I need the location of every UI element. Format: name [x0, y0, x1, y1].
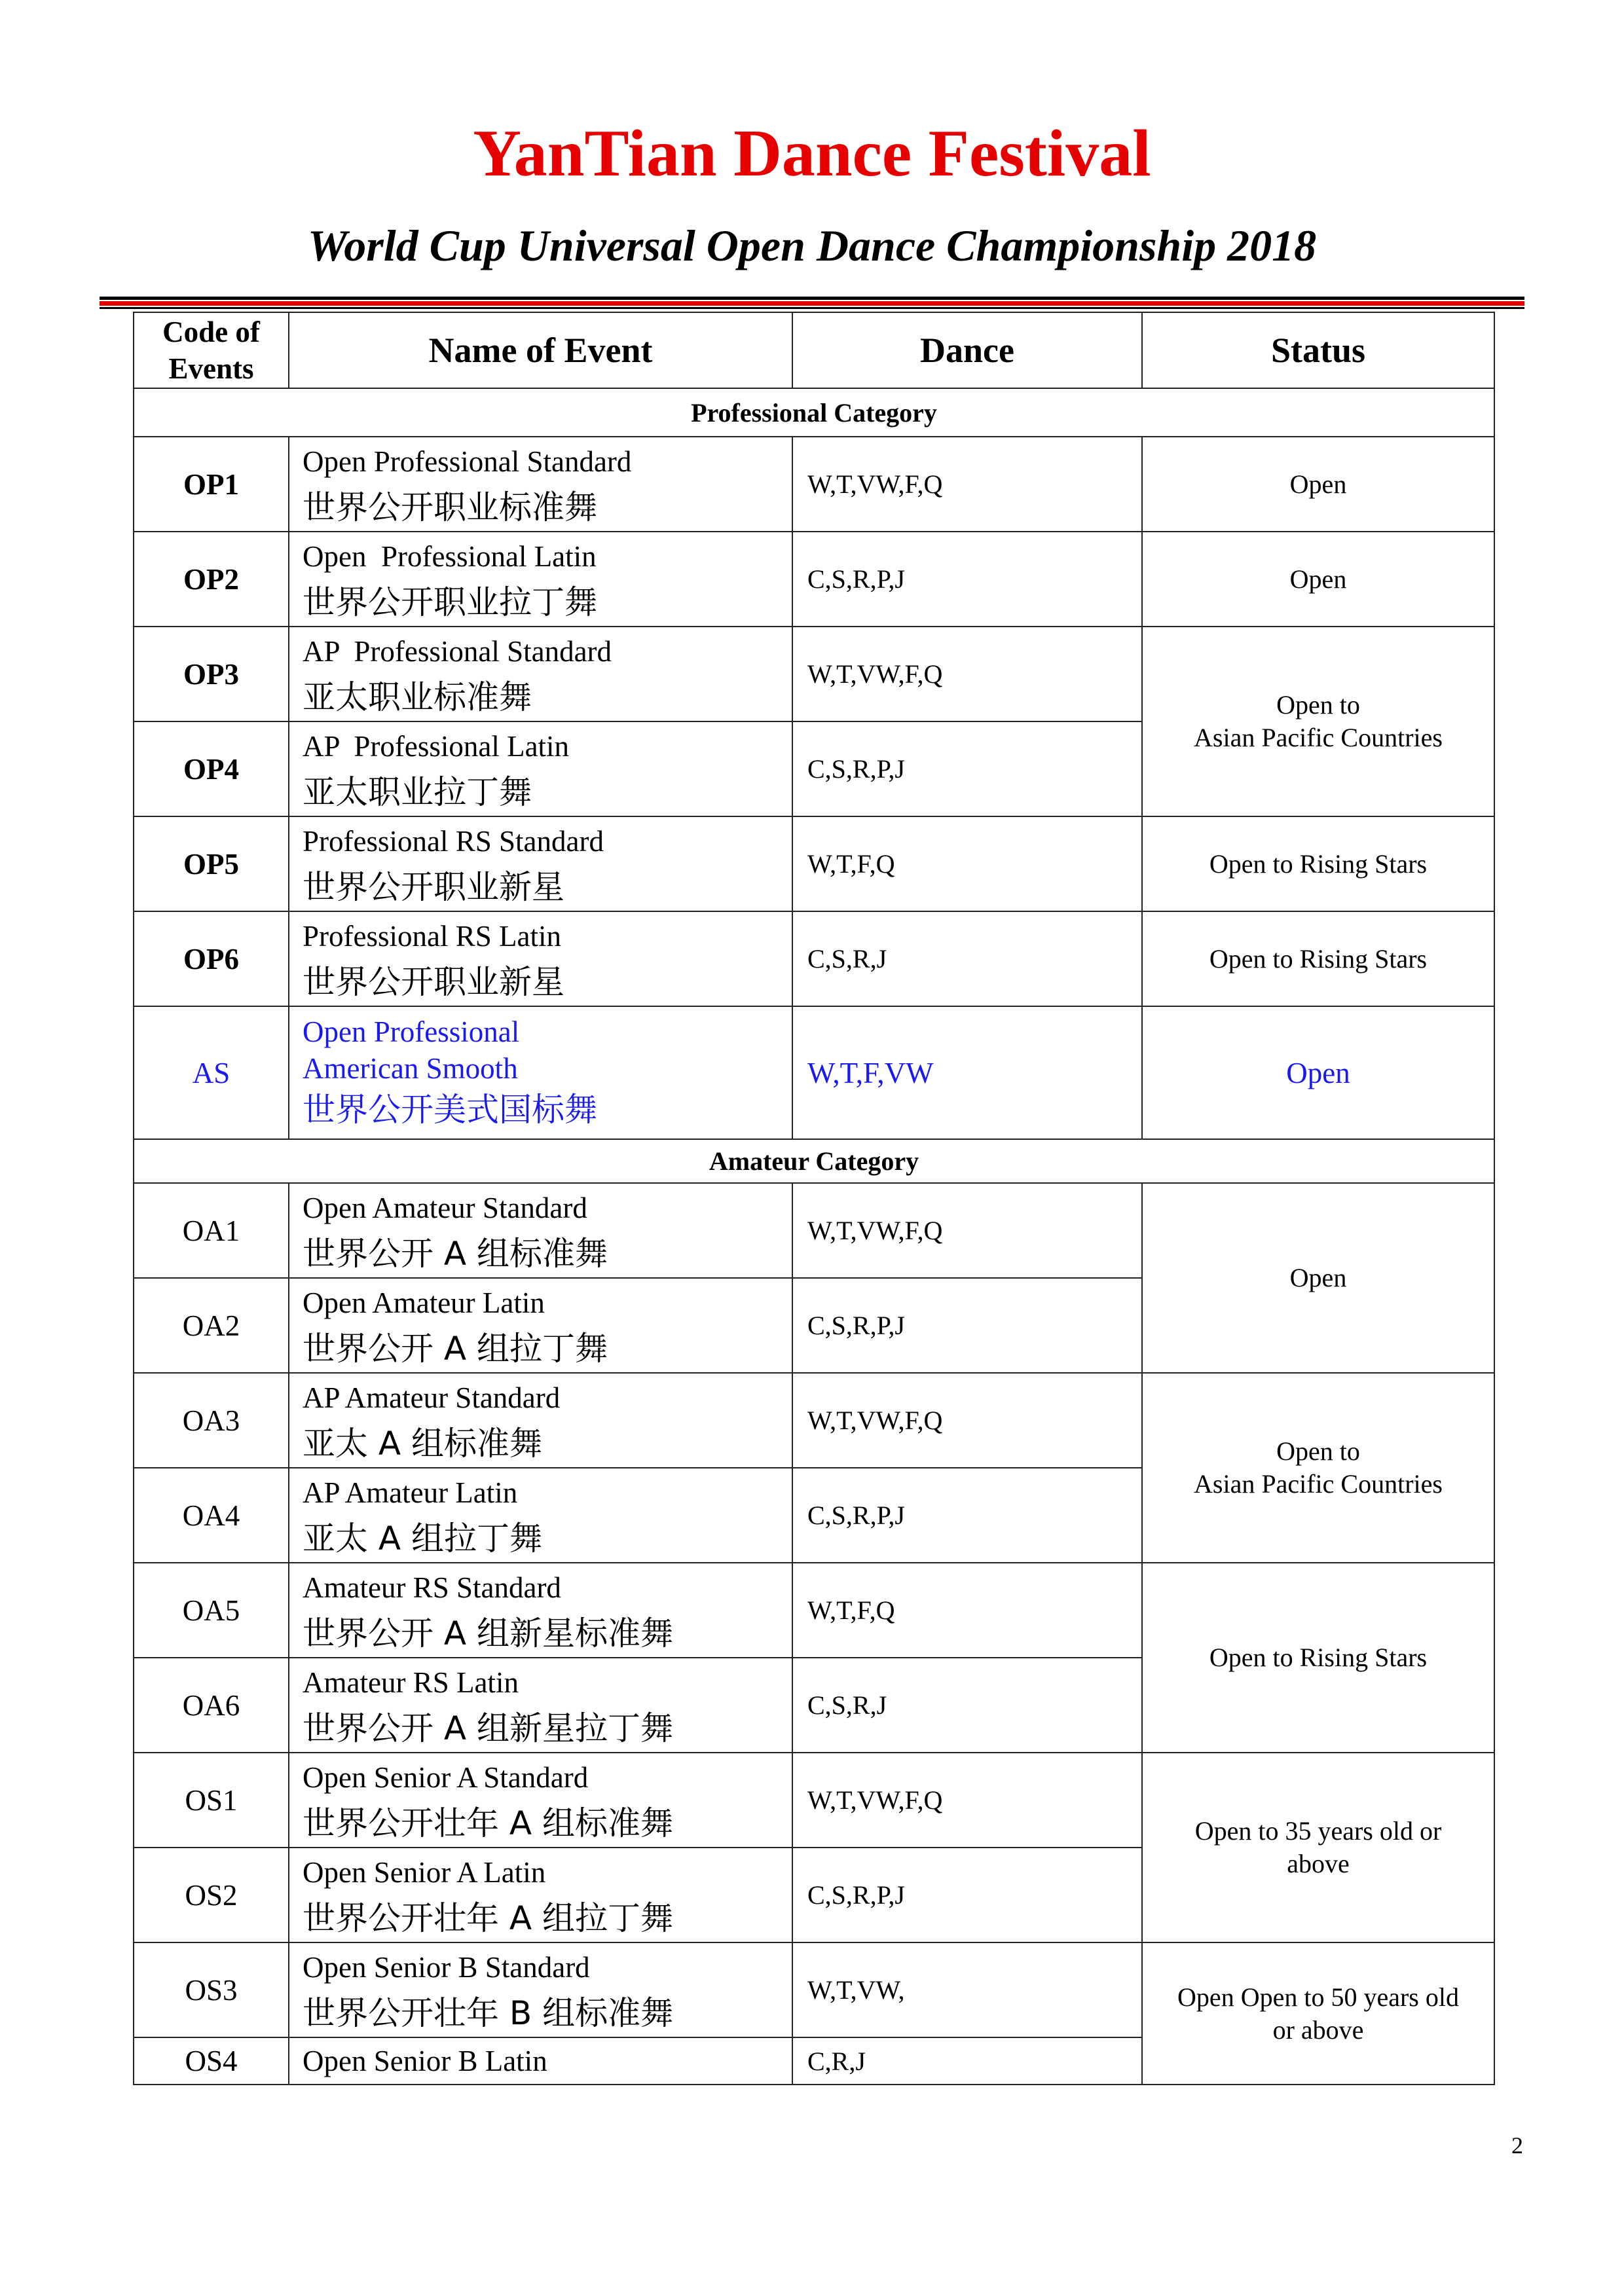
- event-name-en: AP Professional Standard: [303, 634, 612, 668]
- event-status: Open: [1142, 1006, 1494, 1139]
- event-name: [289, 1658, 792, 1753]
- event-code: OS2: [134, 1848, 289, 1942]
- event-name-zh: 世界公开 A 组拉丁舞: [303, 1329, 608, 1368]
- event-code: OA5: [134, 1563, 289, 1658]
- event-name-zh: 亚太职业标准舞: [303, 678, 532, 716]
- event-dances: W,T,F,Q: [792, 1563, 1142, 1658]
- event-name-zh: 世界公开壮年 A 组拉丁舞: [303, 1899, 673, 1937]
- event-code: OP5: [134, 816, 289, 911]
- event-name-en: Open Senior A Standard: [303, 1760, 589, 1794]
- event-name: [289, 816, 792, 911]
- event-dances: W,T,F,Q: [792, 816, 1142, 911]
- document-title: YanTian Dance Festival: [473, 117, 1151, 191]
- event-code: OS3: [134, 1942, 289, 2037]
- column-header-dance: Dance: [792, 312, 1142, 388]
- event-name-en: AP Amateur Standard: [303, 1381, 561, 1414]
- column-header-code: Code of Events: [134, 312, 289, 388]
- event-name: [289, 627, 792, 721]
- event-code: OA6: [134, 1658, 289, 1753]
- event-name-en: Open Professional American Smooth: [303, 1015, 520, 1085]
- event-dances: W,T,VW,F,Q: [792, 1373, 1142, 1468]
- category-row-amateur: [134, 1139, 1494, 1183]
- event-status: Open to Asian Pacific Countries: [1142, 1373, 1494, 1563]
- column-header-name: Name of Event: [289, 312, 792, 388]
- table-row: [134, 1942, 1494, 2037]
- event-status: Open: [1142, 532, 1494, 627]
- event-code: OA3: [134, 1373, 289, 1468]
- event-status: Open to 35 years old or above: [1142, 1753, 1494, 1942]
- event-code: AS: [134, 1006, 289, 1139]
- event-name-en: Open Amateur Latin: [303, 1286, 545, 1319]
- event-dances: C,S,R,J: [792, 911, 1142, 1006]
- event-status: Open to Rising Stars: [1142, 911, 1494, 1006]
- event-name-zh: 世界公开 A 组新星拉丁舞: [303, 1709, 673, 1747]
- event-name: [289, 1753, 792, 1848]
- document-subtitle: World Cup Universal Open Dance Championship 2018: [307, 221, 1317, 270]
- event-name: [289, 911, 792, 1006]
- event-name-zh: 世界公开职业拉丁舞: [303, 583, 597, 621]
- header-rule-red: [100, 301, 1524, 306]
- events-table: [133, 312, 1495, 2085]
- event-name-zh: 世界公开职业标准舞: [303, 488, 597, 526]
- event-code: OP3: [134, 627, 289, 721]
- event-name: [289, 1006, 792, 1139]
- table-row-highlighted: [134, 1006, 1494, 1139]
- event-name-en: Professional RS Latin: [303, 919, 561, 953]
- event-name: [289, 1563, 792, 1658]
- event-status: Open to Asian Pacific Countries: [1142, 627, 1494, 816]
- event-name: [289, 1848, 792, 1942]
- table-row: [134, 532, 1494, 627]
- event-code: OP1: [134, 437, 289, 532]
- event-code: OP6: [134, 911, 289, 1006]
- page-number: 2: [1511, 2132, 1523, 2159]
- header-rule-bottom: [100, 307, 1524, 309]
- event-name-en: Professional RS Standard: [303, 824, 604, 858]
- event-name-en: Open Professional Standard: [303, 445, 632, 478]
- event-dances: C,S,R,J: [792, 1658, 1142, 1753]
- event-name: [289, 1278, 792, 1373]
- event-name-zh: 亚太职业拉丁舞: [303, 773, 532, 811]
- event-name-en: Open Professional Latin: [303, 539, 597, 573]
- category-row-professional: [134, 388, 1494, 437]
- table-row: [134, 1563, 1494, 1658]
- event-name-en: Open Senior B Latin: [303, 2045, 547, 2077]
- table-row: [134, 437, 1494, 532]
- event-name-en: Amateur RS Latin: [303, 1666, 519, 1699]
- event-name-zh: 世界公开职业新星: [303, 962, 564, 1001]
- event-dances: C,S,R,P,J: [792, 1278, 1142, 1373]
- event-name-zh: 世界公开壮年 B 组标准舞: [303, 1994, 674, 2032]
- event-dances: C,S,R,P,J: [792, 1468, 1142, 1563]
- table-header-row: [134, 312, 1494, 388]
- table-row: [134, 816, 1494, 911]
- event-name-zh: 亚太 A 组拉丁舞: [303, 1519, 542, 1558]
- event-code: OS4: [134, 2037, 289, 2085]
- event-name-en: Open Amateur Standard: [303, 1191, 587, 1224]
- event-dances: W,T,VW,F,Q: [792, 437, 1142, 532]
- event-status: Open: [1142, 1183, 1494, 1373]
- event-name: [289, 2037, 792, 2085]
- event-name-zh: 世界公开 A 组新星标准舞: [303, 1614, 673, 1652]
- event-status: Open: [1142, 437, 1494, 532]
- table-row: [134, 1373, 1494, 1468]
- event-name-zh: 世界公开 A 组标准舞: [303, 1234, 608, 1273]
- category-label: Professional Category: [134, 388, 1494, 437]
- event-dances: C,S,R,P,J: [792, 1848, 1142, 1942]
- event-dances: W,T,VW,F,Q: [792, 627, 1142, 721]
- event-name-zh: 世界公开壮年 A 组标准舞: [303, 1804, 673, 1842]
- event-name-en: AP Professional Latin: [303, 729, 570, 763]
- event-dances: C,R,J: [792, 2037, 1142, 2085]
- table-row: [134, 1753, 1494, 1848]
- event-status: Open to Rising Stars: [1142, 1563, 1494, 1753]
- event-name-zh: 世界公开美式国标舞: [303, 1090, 597, 1129]
- event-status: Open to Rising Stars: [1142, 816, 1494, 911]
- event-name-zh: 亚太 A 组标准舞: [303, 1424, 542, 1463]
- event-name-zh: 世界公开职业新星: [303, 867, 564, 906]
- table-row: [134, 911, 1494, 1006]
- event-status: Open Open to 50 years old or above: [1142, 1942, 1494, 2085]
- event-name: [289, 1468, 792, 1563]
- event-name-en: Open Senior B Standard: [303, 1950, 590, 1984]
- event-code: OS1: [134, 1753, 289, 1848]
- table-row: [134, 627, 1494, 721]
- event-name: [289, 437, 792, 532]
- event-name: [289, 1183, 792, 1278]
- event-name: [289, 1373, 792, 1468]
- event-name-en: Open Senior A Latin: [303, 1855, 546, 1889]
- event-name-en: AP Amateur Latin: [303, 1476, 518, 1509]
- event-dances: W,T,F,VW: [792, 1006, 1142, 1139]
- table-row: [134, 1183, 1494, 1278]
- event-code: OA2: [134, 1278, 289, 1373]
- event-name-en: Amateur RS Standard: [303, 1571, 561, 1604]
- event-code: OA1: [134, 1183, 289, 1278]
- event-dances: W,T,VW,: [792, 1942, 1142, 2037]
- header-rule-top: [100, 297, 1524, 300]
- event-dances: C,S,R,P,J: [792, 532, 1142, 627]
- event-name: [289, 532, 792, 627]
- category-label: Amateur Category: [134, 1139, 1494, 1183]
- event-code: OP4: [134, 721, 289, 816]
- event-dances: W,T,VW,F,Q: [792, 1753, 1142, 1848]
- event-dances: W,T,VW,F,Q: [792, 1183, 1142, 1278]
- event-code: OP2: [134, 532, 289, 627]
- event-name: [289, 1942, 792, 2037]
- event-name: [289, 721, 792, 816]
- column-header-status: Status: [1142, 312, 1494, 388]
- event-code: OA4: [134, 1468, 289, 1563]
- event-dances: C,S,R,P,J: [792, 721, 1142, 816]
